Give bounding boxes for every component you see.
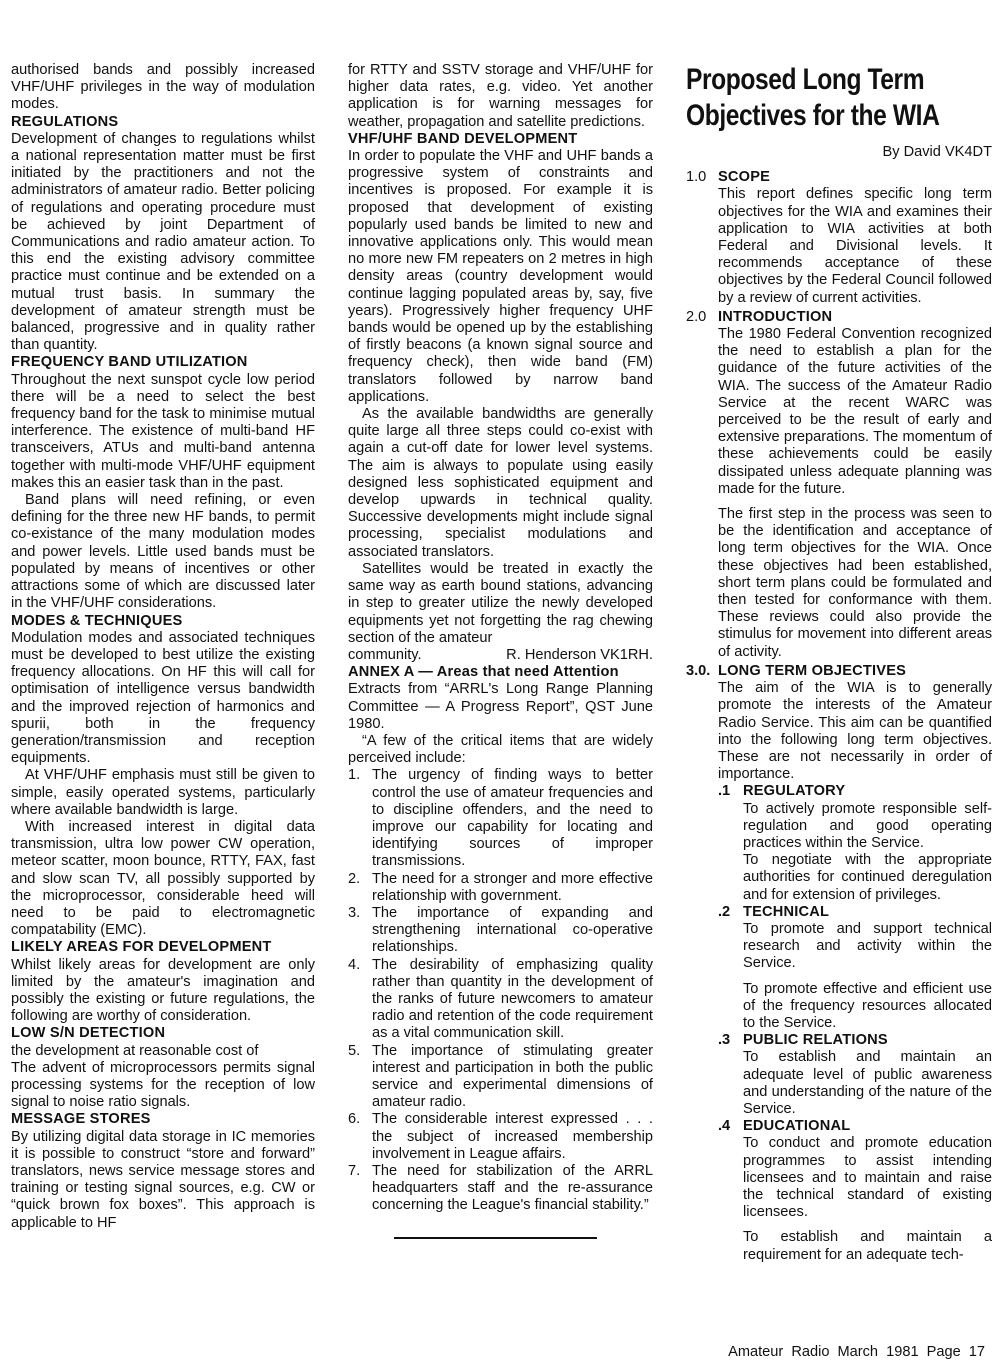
paragraph: This report defines specific long term objectives for the WIA and examines their application to WIA activities at both Federal and Divisional levels. It recommends acceptance of these objectives by the Federal Council followed by a review of current activities. bbox=[718, 186, 992, 306]
section-heading-scope: SCOPE bbox=[718, 169, 771, 186]
section-heading-annex: ANNEX A — Areas that need Attention bbox=[348, 664, 619, 681]
paragraph: Modulation modes and associated techniques must be developed to best utilize the existing frequency allocations. On HF this will call for optimisation of intelligence versus bandwidth and the improved rejection of harmonics and spurii, both in the frequency generation/transmission and reception equipments. bbox=[11, 629, 315, 767]
section-number: 1.0 bbox=[686, 169, 707, 186]
list-item-text: The need for a stronger and more effective relationship with government. bbox=[372, 870, 653, 904]
section-objectives bbox=[686, 663, 992, 680]
paragraph: In order to populate the VHF and UHF bands a progressive system of constraints and incentives is proposed. For example it is proposed that development of existing popularly used bands be limited to new and innovative applications only. This would mean no more new FM repeaters on 2 metres in high density areas (country development would continue lagging populated areas by, say, five years). Progressively higher frequency UHF bands would be opened up by the establishing of firstly beacons (a known signal source and frequency check), then wide band (FM) translators followed by narrow band applications. bbox=[348, 148, 653, 405]
list-item-text: The importance of expanding and strengthening international co-operative relationships. bbox=[372, 904, 653, 956]
paragraph: To establish and maintain an adequate level of public awareness and understanding of the nature of the Service. bbox=[743, 1049, 992, 1117]
paragraph: To promote effective and efficient use of the frequency resources allocated to the Service. bbox=[743, 980, 992, 1031]
paragraph-end: community. bbox=[348, 646, 422, 663]
paragraph: With increased interest in digital data transmission, ultra low power CW operation, meteor scatter, moon bounce, RTTY, FAX, fast and slow scan TV, all possibly supported by the microprocessor, considerable heed will need to be paid to electromagnetic compatability (EMC). bbox=[11, 818, 315, 939]
column-3 bbox=[686, 62, 992, 1264]
list-item-number: 5. bbox=[348, 1042, 361, 1059]
annex-list-item bbox=[348, 1111, 653, 1163]
section-heading-likely: LIKELY AREAS FOR DEVELOPMENT bbox=[11, 939, 272, 956]
annex-list-item bbox=[348, 905, 653, 957]
objective-heading: TECHNICAL bbox=[743, 903, 830, 920]
list-item-number: 2. bbox=[348, 870, 361, 887]
paragraph: Extracts from “ARRL's Long Range Planning Committee — A Progress Report”, QST June 1980. bbox=[348, 681, 653, 732]
paragraph: Development of changes to regulations whilst a national representation matter must be first initiated by the practitioners and not the administrators of amateur radio. Better policing of regulations and operating procedure must be achieved by joint Department of Communications and radio amateur action. To this end the existing advisory committee practice must continue and be extended on a mutual trust basis. In summary the development of amateur strength must be balanced, progressive and in quality rather than quantity. bbox=[11, 130, 315, 354]
section-heading-introduction: INTRODUCTION bbox=[718, 308, 833, 325]
objective-heading: EDUCATIONAL bbox=[743, 1118, 851, 1135]
column-1 bbox=[11, 62, 315, 1232]
paragraph: At VHF/UHF emphasis must still be given to simple, easily operated systems, particularly where available bandwidth is large. bbox=[11, 767, 315, 818]
section-number: 3.0. bbox=[686, 662, 711, 679]
list-item-number: 6. bbox=[348, 1111, 361, 1128]
list-item-number: 3. bbox=[348, 904, 361, 921]
section-heading-message: MESSAGE STORES bbox=[11, 1111, 151, 1128]
paragraph: As the available bandwidths are generally quite large all three steps could co-exist with again a cut-off date for lower level systems. The aim is always to populate using easily designed less sophisticated equipment and develop upwards in technical quality. Successive developments might include signal processing, specialist modulations and associated translators. bbox=[348, 406, 653, 560]
paragraph: To promote and support technical research and activity within the Service. bbox=[743, 920, 992, 972]
paragraph: “A few of the critical items that are widely perceived include: bbox=[348, 732, 653, 767]
paragraph: The 1980 Federal Convention recognized the need to establish a plan for the guidance of the future activities of the WIA. The success of the Amateur Radio Service at the recent WARC was perceived to be the result of early and extensive preparations. The momentum of these achievements could be easily dissipated unless adequate planning was made for the future. bbox=[718, 326, 992, 497]
paragraph: for RTTY and SSTV storage and VHF/UHF for higher data rates, e.g. video. Yet another application is for warning messages for weather, propagation and satellite predictions. bbox=[348, 62, 653, 130]
objective-technical bbox=[718, 904, 992, 921]
objective-number: .3 bbox=[718, 1032, 731, 1049]
section-heading-frequency: FREQUENCY BAND UTILIZATION bbox=[11, 354, 248, 371]
objective-educational bbox=[718, 1118, 992, 1135]
section-heading-objectives: LONG TERM OBJECTIVES bbox=[718, 662, 907, 679]
section-scope bbox=[686, 169, 992, 186]
spacer bbox=[686, 498, 992, 506]
annex-list bbox=[348, 767, 653, 1214]
section-introduction bbox=[686, 309, 992, 326]
paragraph: authorised bands and possibly increased VHF/UHF privileges in the way of modulation modes. bbox=[11, 62, 315, 113]
annex-list-item bbox=[348, 767, 653, 870]
title-line-1: Proposed Long Term bbox=[686, 63, 925, 96]
annex-list-item bbox=[348, 957, 653, 1043]
article-title bbox=[686, 62, 992, 134]
objective-regulatory bbox=[718, 783, 992, 800]
annex-list-item bbox=[348, 1043, 653, 1112]
section-heading-regulations: REGULATIONS bbox=[11, 113, 119, 130]
objective-heading: REGULATORY bbox=[743, 783, 846, 800]
paragraph: The aim of the WIA is to generally promote the interests of the Amateur Radio Service. This aim can be quantified into the following long term objectives. These are not necessarily in order of importance. bbox=[718, 680, 992, 783]
paragraph: Throughout the next sunspot cycle low period there will be a need to select the best frequency band for the task to minimise mutual interference. The existence of multi-band HF transceivers, ATUs and multi-band antenna together with multi-mode VHF/UHF equipment makes this an easier task than in the past. bbox=[11, 371, 315, 491]
spacer bbox=[686, 973, 992, 981]
paragraph: To actively promote responsible self-regulation and good operating practices within the Service. bbox=[743, 800, 992, 851]
section-heading-modes: MODES & TECHNIQUES bbox=[11, 612, 183, 629]
annex-list-item bbox=[348, 1163, 653, 1215]
divider bbox=[394, 1237, 597, 1239]
paragraph: The advent of microprocessors permits signal processing systems for the reception of low signal to noise ratio signals. bbox=[11, 1059, 315, 1111]
signature-line bbox=[348, 647, 653, 664]
section-heading-low-sn: LOW S/N DETECTION bbox=[11, 1025, 166, 1042]
paragraph: To conduct and promote education programmes to assist intending licensees and to maintain and raise the technical standard of existing licensees. bbox=[743, 1135, 992, 1221]
author-signature: R. Henderson VK1RH. bbox=[506, 646, 653, 663]
page-footer: Amateur Radio March 1981 Page 17 bbox=[728, 1344, 985, 1360]
objective-number: .2 bbox=[718, 903, 731, 920]
objective-number: .1 bbox=[718, 783, 731, 800]
paragraph: The first step in the process was seen to be the identification and acceptance of long term objectives for the WIA. Once these objectives had been established, short term plans could be formulated and then tested for conformance with them. These reviews could also provide the stimulus for movement into different areas of activity. bbox=[718, 506, 992, 660]
paragraph: To establish and maintain a requirement for an adequate tech- bbox=[743, 1229, 992, 1263]
byline: By David VK4DT bbox=[882, 144, 992, 160]
list-item-text: The need for stabilization of the ARRL headquarters staff and the re-assurance concerning the League's financial stability.” bbox=[372, 1163, 653, 1214]
list-item-text: The considerable interest expressed . . . the subject of increased membership involvement in League affairs. bbox=[372, 1111, 653, 1162]
annex-list-item bbox=[348, 871, 653, 905]
objective-public-relations bbox=[718, 1032, 992, 1049]
list-item-number: 1. bbox=[348, 767, 361, 784]
title-line-2: Objectives for the WIA bbox=[686, 99, 940, 132]
objective-number: .4 bbox=[718, 1118, 731, 1135]
list-item-number: 7. bbox=[348, 1163, 361, 1179]
list-item-number: 4. bbox=[348, 956, 361, 973]
list-item-text: The urgency of finding ways to better control the use of amateur frequencies and to discipline offenders, and the need to improve our capability for locating and identifying sources of improper transmissions. bbox=[372, 767, 653, 870]
paragraph: Whilst likely areas for development are only limited by the amateur's imagination and possibly the existing or future regulations, the following are worthy of consideration. bbox=[11, 956, 315, 1025]
section-heading-vhf: VHF/UHF BAND DEVELOPMENT bbox=[348, 130, 578, 147]
section-number: 2.0 bbox=[686, 308, 707, 325]
paragraph: the development at reasonable cost of bbox=[11, 1042, 259, 1059]
objective-heading: PUBLIC RELATIONS bbox=[743, 1032, 888, 1049]
list-item-text: The importance of stimulating greater interest and participation in both the public service and experimental dimensions of amateur radio. bbox=[372, 1042, 653, 1111]
list-item-text: The desirability of emphasizing quality rather than quantity in the development of the ranks of future newcomers to amateur radio and retention of the code requirement as a vital communication skill. bbox=[372, 956, 653, 1042]
column-2 bbox=[348, 62, 653, 1239]
paragraph: By utilizing digital data storage in IC memories it is possible to construct “store and forward” translators, news service message stores and training or testing signal sources, e.g. CW or “quick brown fox boxes”. This approach is applicable to HF bbox=[11, 1128, 315, 1231]
paragraph: Satellites would be treated in exactly the same way as earth bound stations, advancing in step to greater utilize the newly developed equipments yet not forgetting the rag chewing section of the amateur bbox=[348, 560, 653, 646]
spacer bbox=[686, 1221, 992, 1229]
paragraph: To negotiate with the appropriate authorities for continued deregulation and for extension of privileges. bbox=[743, 852, 992, 903]
paragraph: Band plans will need refining, or even defining for the three new HF bands, to permit co-existance of the many modulation modes and power levels. Little used bands must be populated by means of incentives or other attractions some of which are discussed later in the VHF/UHF considerations. bbox=[11, 492, 315, 612]
